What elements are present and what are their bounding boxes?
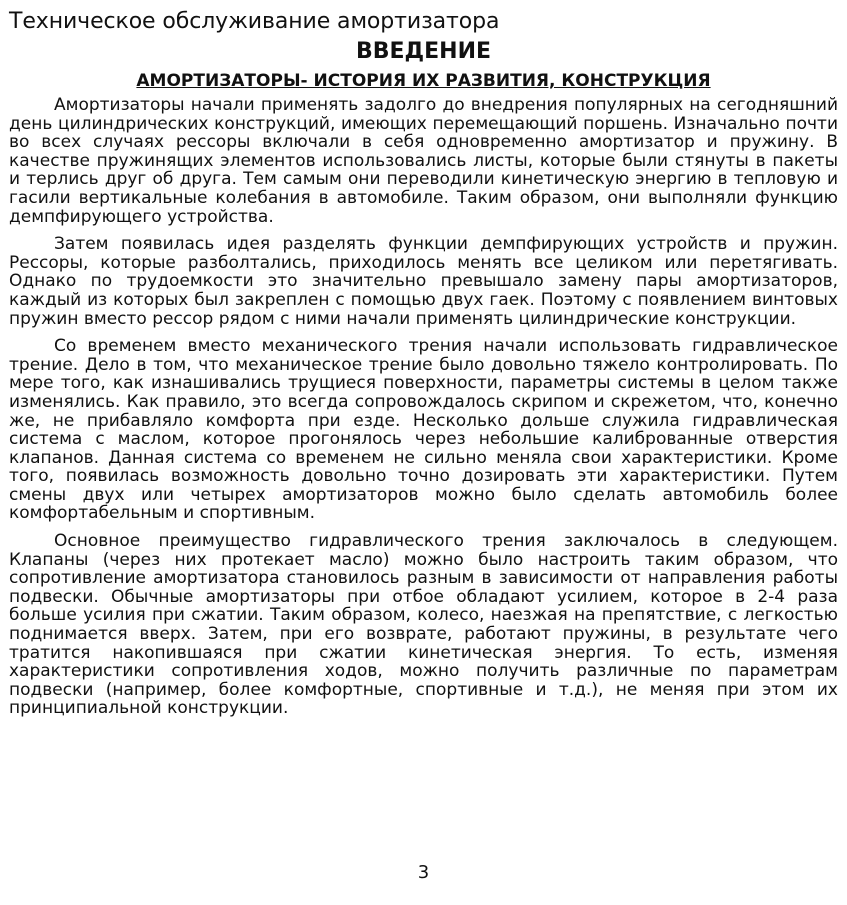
body-paragraph-3: Со временем вместо механического трения начали использовать гидравлическое трение. Дело в том, что механическое трение было довольно тяжело контролировать. По мере того, как изнашивались трущиеся поверхности, параметры системы в целом также изменялись. Как правило, это всегда сопровождалось скрипом и скрежетом, что, конечно же, не прибавляло комфорта при езде. Несколько дольше служила гидравлическая система с маслом, которое прогонялось через небольшие калиброванные отверстия клапанов. Данная система со временем не сильно меняла свои характеристики. Кроме того, появилась возможность довольно точно дозировать эти характеристики. Путем смены двух или четырех амортизаторов можно было сделать автомобиль более комфортабельным и спортивным. <box>9 336 838 524</box>
intro-heading: ВВЕДЕНИЕ <box>355 39 492 64</box>
page-number: 3 <box>417 862 430 883</box>
body-paragraph-4: Основное преимущество гидравлического трения заключалось в следующем. Клапаны (через них протекает масло) можно было настроить таким образом, что сопротивление амортизатора становилось разным в зависимости от направления работы подвески. Обычные амортизаторы при отбое обладают усилием, которое в 2-4 раза больше усилия при сжатии. Таким образом, колесо, наезжая на препятствие, с легкостью поднимается вверх. Затем, при его возврате, работают пружины, в результате чего тратится накопившаяся при сжатии кинетическая энергия. То есть, изменяя характеристики сопротивления ходов, можно получить различные по параметрам подвески (например, более комфортные, спортивные и т.д.), не меняя при этом их принципиальной конструкции. <box>9 531 838 719</box>
body-paragraph-2: Затем появилась идея разделять функции демпфирующих устройств и пружин. Рессоры, которые разболтались, приходилось менять все целиком или перетягивать. Однако по трудоемкости это значительно превышало замену пары амортизаторов, каждый из которых был закреплен с помощью двух гаек. Поэтому с появлением винтовых пружин вместо рессор рядом с ними начали применять цилиндрические конструкции. <box>9 234 838 329</box>
document-title: Техническое обслуживание амортизатора <box>9 9 500 34</box>
body-paragraph-1: Амортизаторы начали применять задолго до внедрения популярных на сегодняшний день цилиндрических конструкций, имеющих перемещающий поршень. Изначально почти во всех случаях рессоры включали в себя одновременно амортизатор и пружину. В качестве пружинящих элементов использовались листы, которые были стянуты в пакеты и терлись друг об друга. Тем самым они переводили кинетическую энергию в тепловую и гасили вертикальные колебания в автомобиле. Таким образом, они выполняли функцию демпфирующего устройства. <box>9 95 838 227</box>
section-heading: АМОРТИЗАТОРЫ- ИСТОРИЯ ИХ РАЗВИТИЯ, КОНСТРУКЦИЯ <box>136 71 711 91</box>
